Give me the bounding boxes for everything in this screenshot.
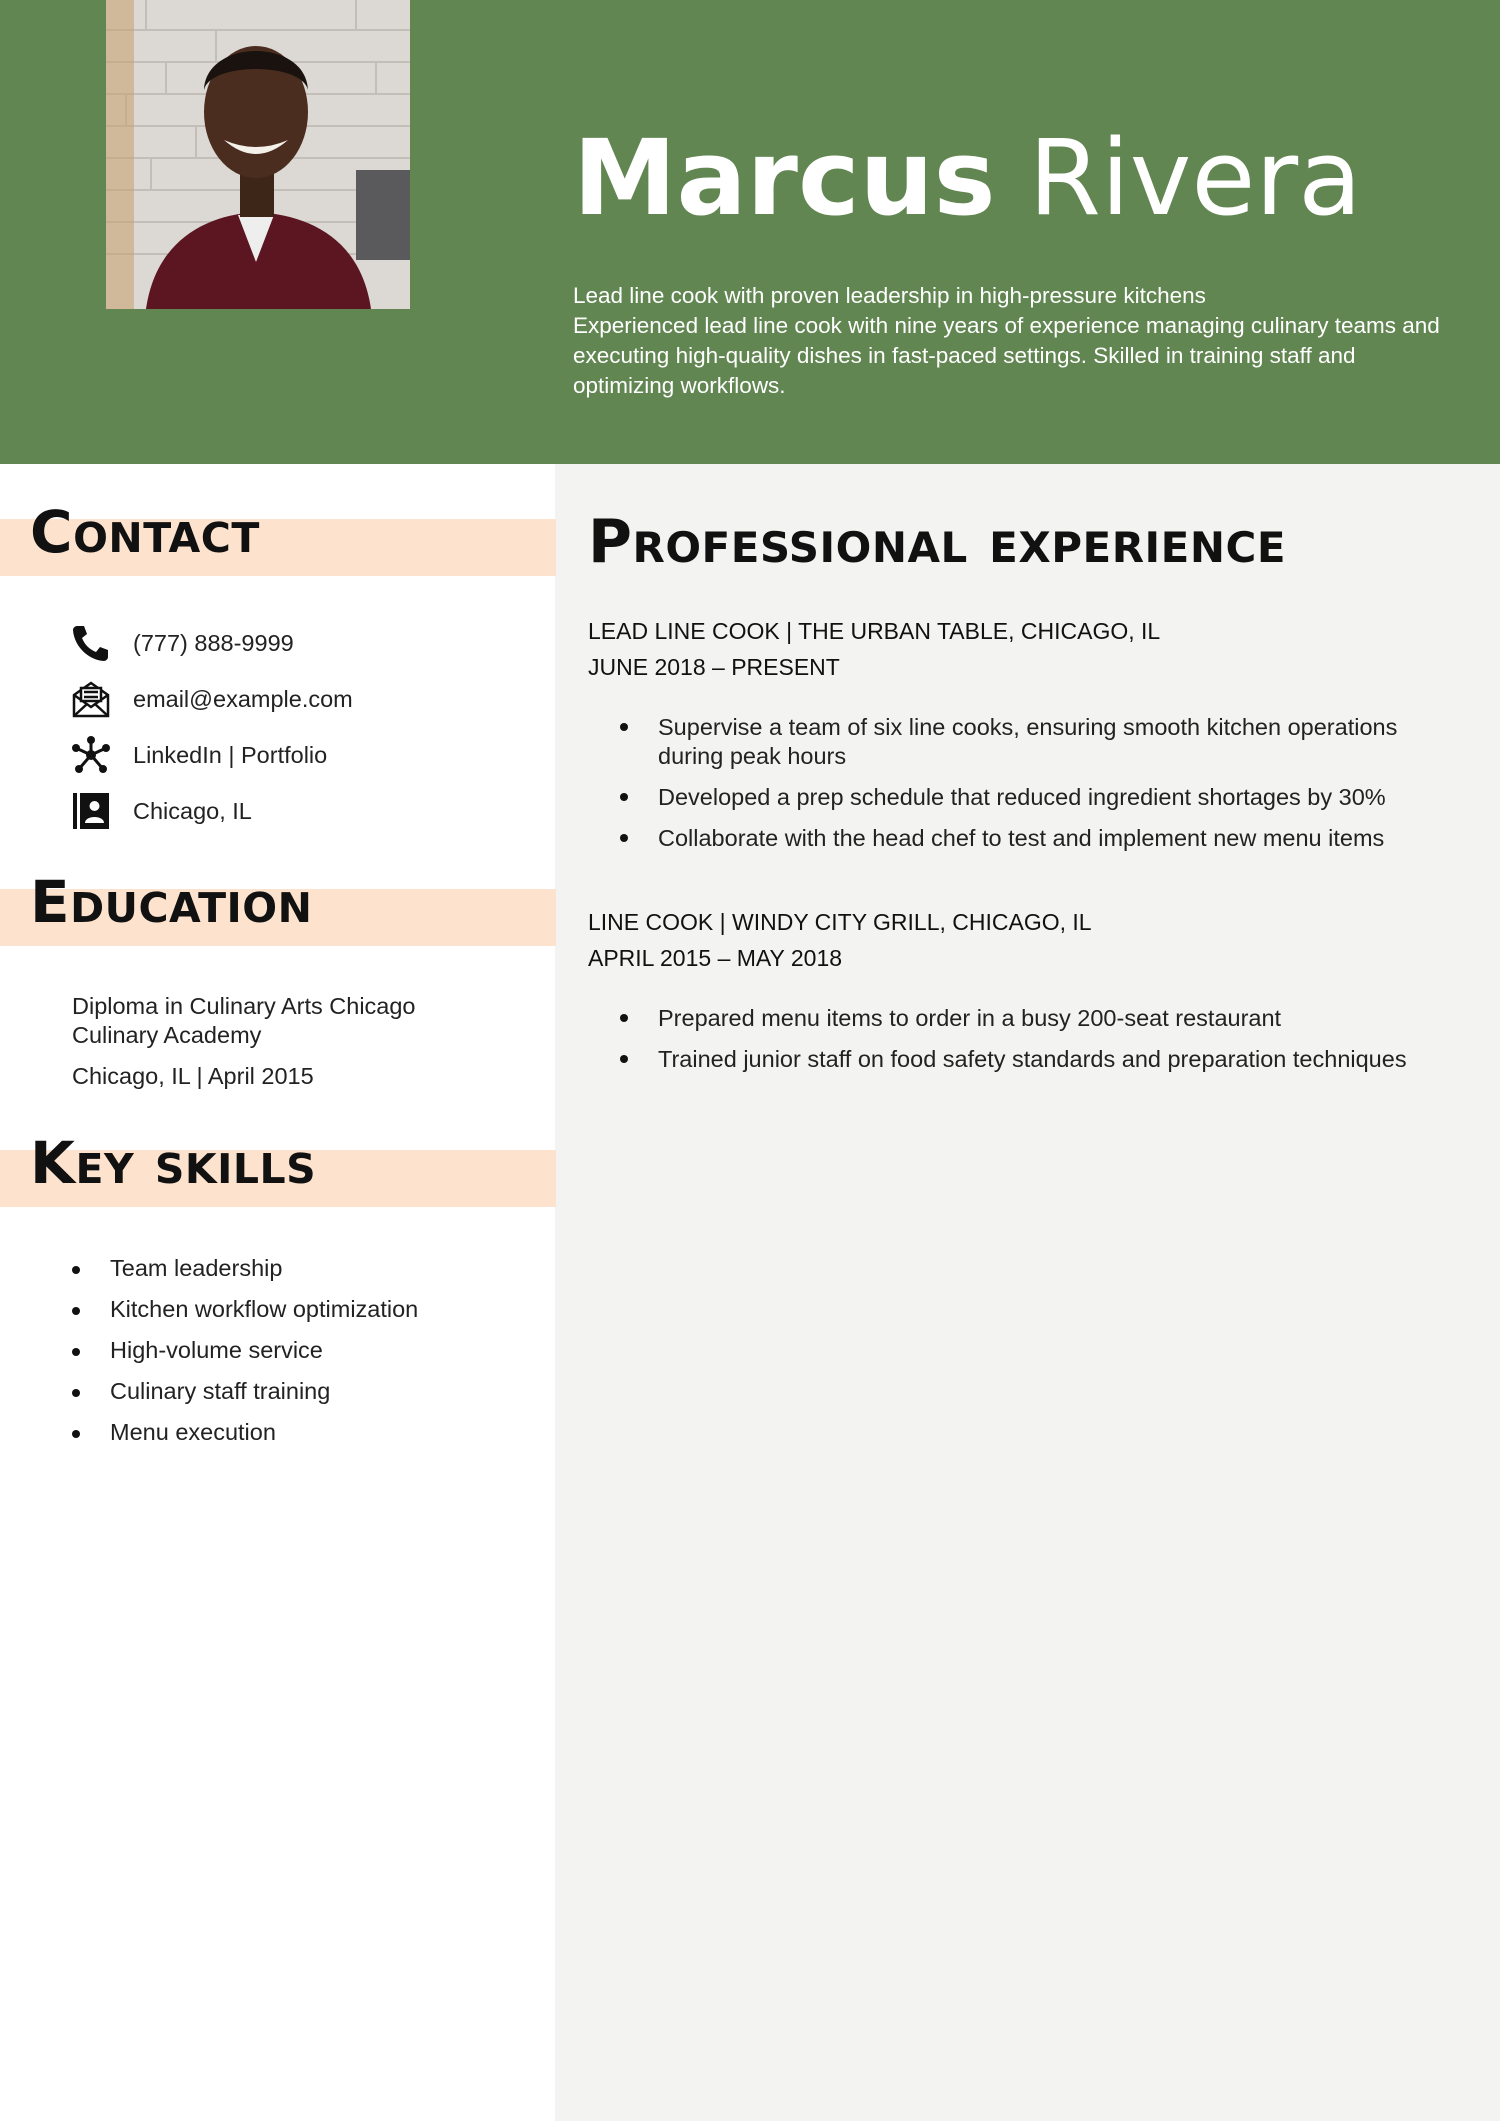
email-address: email@example.com	[133, 685, 353, 712]
candidate-name	[573, 117, 1362, 239]
header-banner	[0, 0, 1500, 464]
contact-phone	[70, 621, 294, 665]
linkedin-portfolio: LinkedIn | Portfolio	[133, 741, 328, 768]
headline: Lead line cook with proven leadership in high-pressure kitchens	[573, 283, 1206, 308]
experience-heading: Professional experience	[588, 507, 1287, 577]
phone-icon	[70, 622, 112, 664]
job-bullet: Prepared menu items to order in a busy 200-seat restaurant	[618, 1004, 1438, 1033]
education-location-date: Chicago, IL | April 2015	[72, 1063, 314, 1089]
job-1-dates: JUNE 2018 – PRESENT	[588, 654, 840, 680]
skill-item: High-volume service	[70, 1330, 418, 1371]
last-name: Rivera	[1028, 117, 1362, 239]
skill-item: Menu execution	[70, 1412, 418, 1453]
skills-heading: Key skills	[30, 1129, 317, 1197]
job-1-bullets	[618, 713, 1438, 865]
address-book-icon	[70, 790, 112, 832]
first-name: Marcus	[573, 117, 996, 239]
location: Chicago, IL	[133, 797, 252, 824]
summary-text: Experienced lead line cook with nine years of experience managing culinary teams and executing high-quality dishes in fast-paced settings. Skilled in training staff and optimizing workflows.	[573, 313, 1440, 398]
skill-item: Team leadership	[70, 1248, 418, 1289]
network-icon	[70, 734, 112, 776]
contact-email	[70, 677, 353, 721]
portrait-image	[106, 0, 410, 309]
job-2-title: LINE COOK | WINDY CITY GRILL, CHICAGO, IL	[588, 909, 1092, 935]
skill-item: Culinary staff training	[70, 1371, 418, 1412]
skill-item: Kitchen workflow optimization	[70, 1289, 418, 1330]
contact-links	[70, 733, 327, 777]
job-bullet: Supervise a team of six line cooks, ensuring smooth kitchen operations during peak hours	[618, 713, 1438, 771]
contact-heading: Contact	[30, 498, 260, 566]
profile-summary	[573, 281, 1453, 401]
contact-location	[70, 789, 252, 833]
education-degree: Diploma in Culinary Arts Chicago Culinary Academy	[72, 993, 416, 1048]
envelope-icon	[70, 678, 112, 720]
job-2-dates: APRIL 2015 – MAY 2018	[588, 945, 843, 971]
job-2-bullets	[618, 1004, 1438, 1086]
job-bullet: Collaborate with the head chef to test and implement new menu items	[618, 824, 1438, 853]
skills-list	[70, 1248, 418, 1453]
phone-number: (777) 888-9999	[133, 629, 294, 656]
job-1-title: LEAD LINE COOK | THE URBAN TABLE, CHICAGO, IL	[588, 618, 1161, 644]
education-heading: Education	[30, 868, 313, 936]
profile-photo	[106, 0, 410, 309]
job-bullet: Trained junior staff on food safety standards and preparation techniques	[618, 1045, 1438, 1074]
job-bullet: Developed a prep schedule that reduced ingredient shortages by 30%	[618, 783, 1438, 812]
